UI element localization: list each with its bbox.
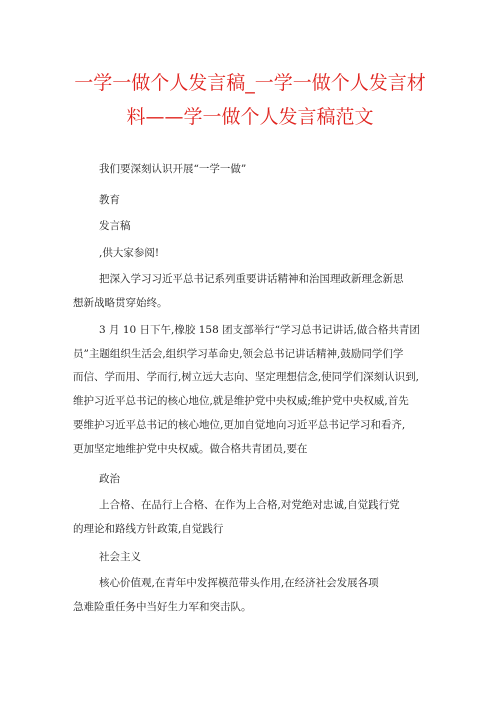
body-line: 社会主义 xyxy=(99,551,141,563)
document-title xyxy=(40,66,460,134)
body-line: 而信、学而用、学而行,树立远大志向、坚定理想信念,使同学们深刻认识到, xyxy=(73,371,420,383)
body-line: 3 月 10 日下午,橡胶 158 团支部举行“学习总书记讲话,做合格共青团 xyxy=(99,324,420,336)
body-line: 员”主题组织生活会,组织学习革命史,领会总书记讲话精神,鼓励同学们学 xyxy=(73,348,404,360)
body-line: 想新战略贯穿始终。 xyxy=(73,297,168,309)
body-line: 急难险重任务中当好生力军和突击队。 xyxy=(73,601,252,613)
body-line: 教育 xyxy=(99,194,120,206)
title-line-1: 一学一做个人发言稿_一学一做个人发言材 xyxy=(74,72,426,94)
body-line: 更加坚定地维护党中央权威。做合格共青团员,要在 xyxy=(73,443,308,455)
body-line: 要维护习近平总书记的核心地位,更加自觉地向习近平总书记学习和看齐, xyxy=(73,419,406,431)
body-line: 把深入学习习近平总书记系列重要讲话精神和治国理政新理念新思 xyxy=(99,273,404,285)
body-line: 维护习近平总书记的核心地位,就是维护党中央权威;维护党中央权威,首先 xyxy=(73,395,409,407)
body-line: 核心价值观,在青年中发挥模范带头作用,在经济社会发展各项 xyxy=(99,577,379,589)
body-line: 政治 xyxy=(99,473,120,485)
body-line: 上合格、在品行上合格、在作为上合格,对党绝对忠诚,自觉践行党 xyxy=(99,499,400,511)
body-line: 的理论和路线方针政策,自觉践行 xyxy=(73,523,224,535)
body-line: 我们要深刻认识开展“一学一做” xyxy=(99,163,247,175)
body-line: 发言稿 xyxy=(99,220,131,232)
body-line: ,供大家参阅! xyxy=(99,247,160,259)
title-line-2: 料——学一做个人发言稿范文 xyxy=(126,106,374,128)
